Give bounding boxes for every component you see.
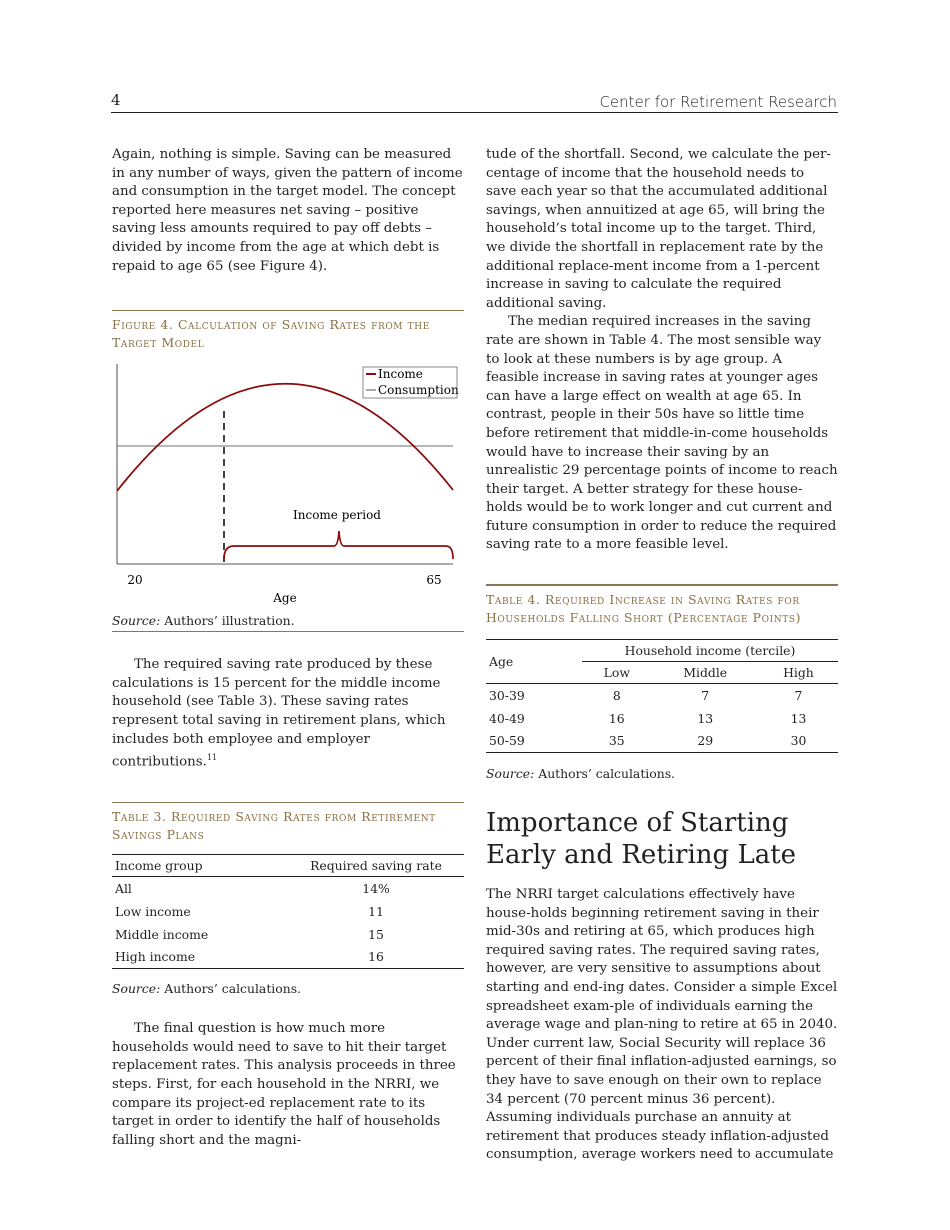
col-header-low: Low: [603, 665, 630, 681]
col-header-middle: Middle: [683, 665, 728, 681]
table-4-grid: [486, 639, 838, 753]
table-source: Source: Authors’ calculations.: [486, 766, 675, 782]
paragraph: Again, nothing is simple. Saving can be measured in any number of ways, given the pattern of income and consumption in the target model. The concept reported here measures net saving – positive saving less amounts required to pay off debts – divided by income from the age at which debt is repaid to age 65 (see Figure 4).: [112, 147, 463, 274]
paragraph: tude of the shortfall. Second, we calculate the per-centage of income that the household needs to save each year so that the accumulated additional savings, when annuitized at age 65, will bring the household’s total income up to the target. Third, we divide the shortfall in replacement rate by the additional replace-ment income from a 1-percent increase in saving to calculate the required additional saving.: [486, 147, 831, 311]
footnote-ref[interactable]: 11: [206, 753, 218, 763]
legend-income: Income: [378, 367, 423, 382]
page-number: 4: [111, 91, 121, 109]
paragraph: The required saving rate produced by these calculations is 15 percent for the middle income household (see Table 3). These saving rates represent total saving in retirement plans, which includes both employee and employer contributions.$^{11}$: [112, 657, 446, 770]
income-curve: [117, 384, 453, 491]
left-column: [112, 146, 464, 1150]
table-row: All 14%: [115, 880, 390, 896]
table-row: 40-49 16 13 13: [489, 710, 807, 726]
table-header-row: [112, 855, 464, 877]
paragraph: The NRRI target calculations effectively have house-holds beginning retirement saving in their mid-30s and retiring at 65, which produces high required saving rates. The required saving rates, however, are very sensitive to assumptions about starting and end-ing dates. Consider a simple Excel spreadsheet exam-ple of individuals earning the average wage and plan-ning to retire at 65 in 2040. Under current law, Social Security will replace 36 percent of their final inflation-adjusted earnings, so they have to save enough on their own to replace 34 percent (70 percent minus 36 percent). Assuming individuals purchase an annuity at retirement that produces steady inflation-adjusted consumption, average workers need to accumulate: [486, 887, 838, 1163]
figure-title: Figure 4. Calculation of Saving Rates from the Target Model: [112, 310, 464, 352]
x-tick-20: 20: [127, 573, 143, 588]
x-tick-65: 65: [426, 573, 442, 588]
table-row: 50-59 35 29 30: [489, 733, 807, 749]
table-title: Table 3. Required Saving Rates from Retirement Savings Plans: [112, 802, 464, 844]
table-row: High income 16: [115, 949, 384, 965]
table-row: Low income 11: [115, 903, 384, 919]
col-header-high: High: [783, 665, 814, 681]
figure-4-chart: [112, 359, 464, 609]
table-3: [112, 802, 464, 996]
legend-consumption: Consumption: [378, 383, 459, 398]
section-heading: Importance of Starting Early and Retiring Late: [486, 808, 797, 871]
table-source: Source: Authors’ calculations.: [112, 981, 301, 997]
header-rule: [111, 112, 838, 113]
col-header: Income group: [115, 858, 203, 874]
figure-4: [112, 310, 464, 632]
table-3-grid: [112, 854, 464, 969]
paragraph: The median required increases in the saving rate are shown in Table 4. The most sensible way to look at these numbers is by age group. A feasible increase in saving rates at younger ages can have a large effect on wealth at age 65. In contrast, people in their 50s have so little time before retirement that middle-in-come households would have to increase their saving by an unrealistic 29 percentage points of income to reach their target. A better strategy for these house-holds would be to work longer and cut current and future consumption in order to reduce the required saving rate to a more feasible level.: [486, 314, 838, 553]
paragraph: The final question is how much more households would need to save to hit their target replacement rates. This analysis proceeds in three steps. First, for each household in the NRRI, we compare its project-ed replacement rate to its target in order to identify the half of households falling short and the magni-: [112, 1021, 456, 1148]
x-axis-label: Age: [273, 591, 297, 606]
right-column: [486, 146, 838, 1165]
table-row: 30-39 8 7 7: [489, 687, 803, 703]
table-title: Table 4. Required Increase in Saving Rates for Households Falling Short (Percentage Points): [486, 584, 838, 627]
col-header-age: Age: [486, 640, 582, 684]
table-4: [486, 584, 838, 781]
running-header: Center for Retirement Research: [599, 93, 837, 111]
income-period-label: Income period: [293, 508, 381, 523]
col-header-group: Household income (tercile): [582, 640, 838, 662]
table-row: Middle income 15: [115, 926, 384, 942]
figure-source: Source: Authors’ illustration.: [112, 613, 464, 632]
col-header: Required saving rate: [310, 858, 442, 874]
income-period-brace: [224, 531, 453, 559]
legend: [363, 367, 459, 398]
